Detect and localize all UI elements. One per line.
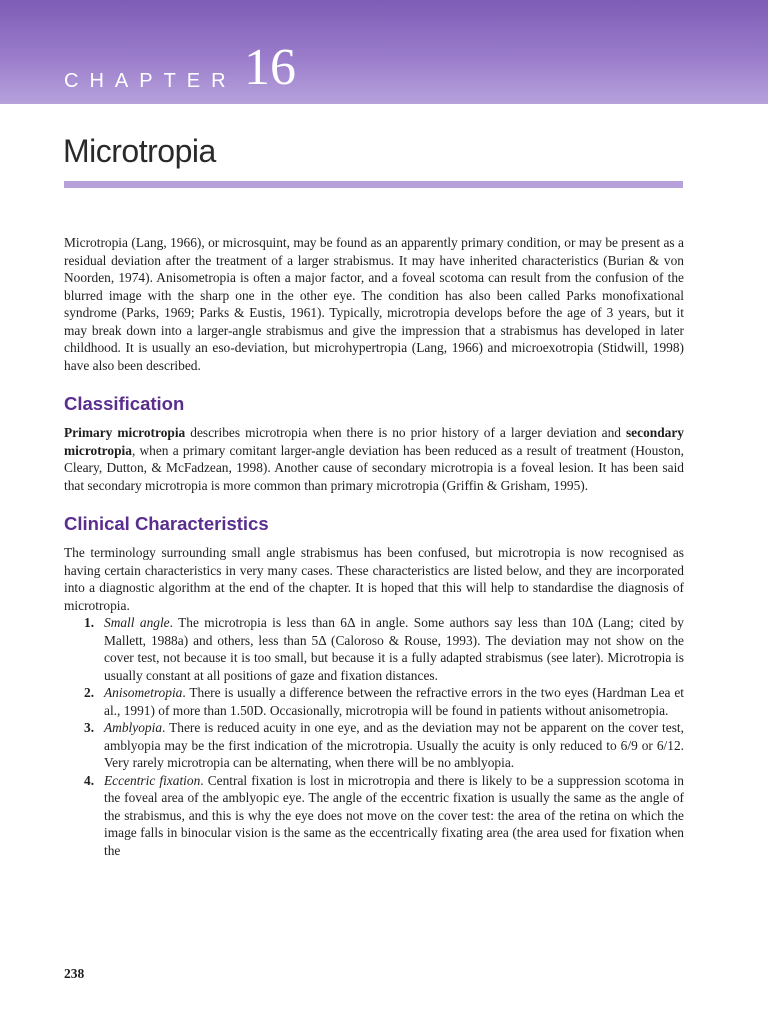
list-item-number: 3. — [84, 720, 95, 735]
list-item-number: 2. — [84, 685, 95, 700]
list-item-text: . The microtropia is less than 6Δ in angle. Some authors say less than 10Δ (Lang; cited by Mallett, 1988a) and others, less than 5Δ (Caloroso & Rouse, 1993). The deviation may not show on the cover test, not because it is too small, but because it is a fully adapted strabismus (see later). Microtropia is usually constant at all positions of gaze and fixation distances. — [104, 615, 684, 683]
list-item — [64, 614, 684, 684]
classification-text-2: , when a primary comitant larger-angle deviation has been reduced as a result of treatment (Houston, Cleary, Dutton, & McFadzean, 1998). Another cause of secondary microtropia is a foveal lesion. It has been said that secondary microtropia is more common than primary microtropia (Griffin & Grisham, 1995). — [64, 442, 684, 493]
list-item-term: Small angle — [104, 615, 170, 630]
list-item-number: 4. — [84, 772, 95, 788]
classification-paragraph — [64, 424, 684, 494]
list-item-text: . There is reduced acuity in one eye, and as the deviation may not be apparent on the cover test, amblyopia may be the first indication of the microtropia. Usually the acuity is only reduced to 6/9 or 6/12. Very rarely microtropia can be alternating, when there will be no amblyopia. — [104, 720, 684, 770]
list-item-number: 1. — [84, 615, 95, 630]
term-secondary-microtropia: secondary microtropia — [64, 425, 684, 458]
title-underline — [64, 181, 683, 188]
list-item-term: Eccentric fixation — [104, 772, 201, 788]
page-title: Microtropia — [63, 133, 216, 169]
section-heading-classification: Classification — [64, 393, 185, 414]
list-item — [64, 719, 684, 772]
list-item-term: Amblyopia — [104, 720, 163, 735]
list-item — [64, 772, 684, 860]
classification-text-1: describes microtropia when there is no prior history of a larger deviation and — [185, 425, 626, 440]
list-item-text: . There is usually a difference between the refractive errors in the two eyes (Hardman Lea et al., 1991) of more than 1.50D. Occasionally, microtropia will be found in patients without anisometropia. — [104, 685, 684, 718]
list-item-text: . Central fixation is lost in microtropia and there is likely to be a suppression scotoma in the foveal area of the amblyopic eye. The angle of the eccentric fixation is usually the same as the angle of the strabismus, and this is why the eye does not move on the cover test: the area of the retina on which the image falls in binocular vision is the same as the eccentrically fixating area (the area used for fixation when the — [104, 772, 684, 858]
term-primary-microtropia: Primary microtropia — [64, 425, 186, 440]
section-heading-clinical: Clinical Characteristics — [64, 513, 269, 534]
chapter-number: 16 — [244, 39, 296, 96]
clinical-intro-paragraph: The terminology surrounding small angle strabismus has been confused, but microtropia is now recognised as having certain characteristics in very many cases. These characteristics are listed below, and they are incorporated into a diagnostic algorithm at the end of the chapter. It is hoped that this will help to standardise the diagnosis of microtropia. — [64, 545, 684, 613]
intro-paragraph: Microtropia (Lang, 1966), or microsquint, may be found as an apparently primary condition, or may be present as a residual deviation after the treatment of a larger strabismus. It may have inherited characteristics (Burian & von Noorden, 1974). Anisometropia is often a major factor, and a foveal scotoma can result from the confusion of the blurred image with the sharp one in the other eye. The condition has also been called Parks monofixational syndrome (Parks, 1969; Parks & Eustis, 1961). Typically, microtropia develops before the age of 3 years, but it may break down into a larger-angle strabismus and give the impression that a strabismus has developed in later childhood. It is usually an eso-deviation, but microhypertropia (Lang, 1966) and microexotropia (Stidwill, 1998) have also been described. — [64, 235, 684, 373]
list-item — [64, 684, 684, 719]
chapter-label: CHAPTER — [64, 70, 237, 92]
chapter-banner — [0, 0, 768, 104]
list-item-term: Anisometropia — [104, 685, 183, 700]
main-content — [64, 234, 684, 859]
page-number: 238 — [64, 966, 85, 981]
characteristics-list — [64, 614, 684, 859]
